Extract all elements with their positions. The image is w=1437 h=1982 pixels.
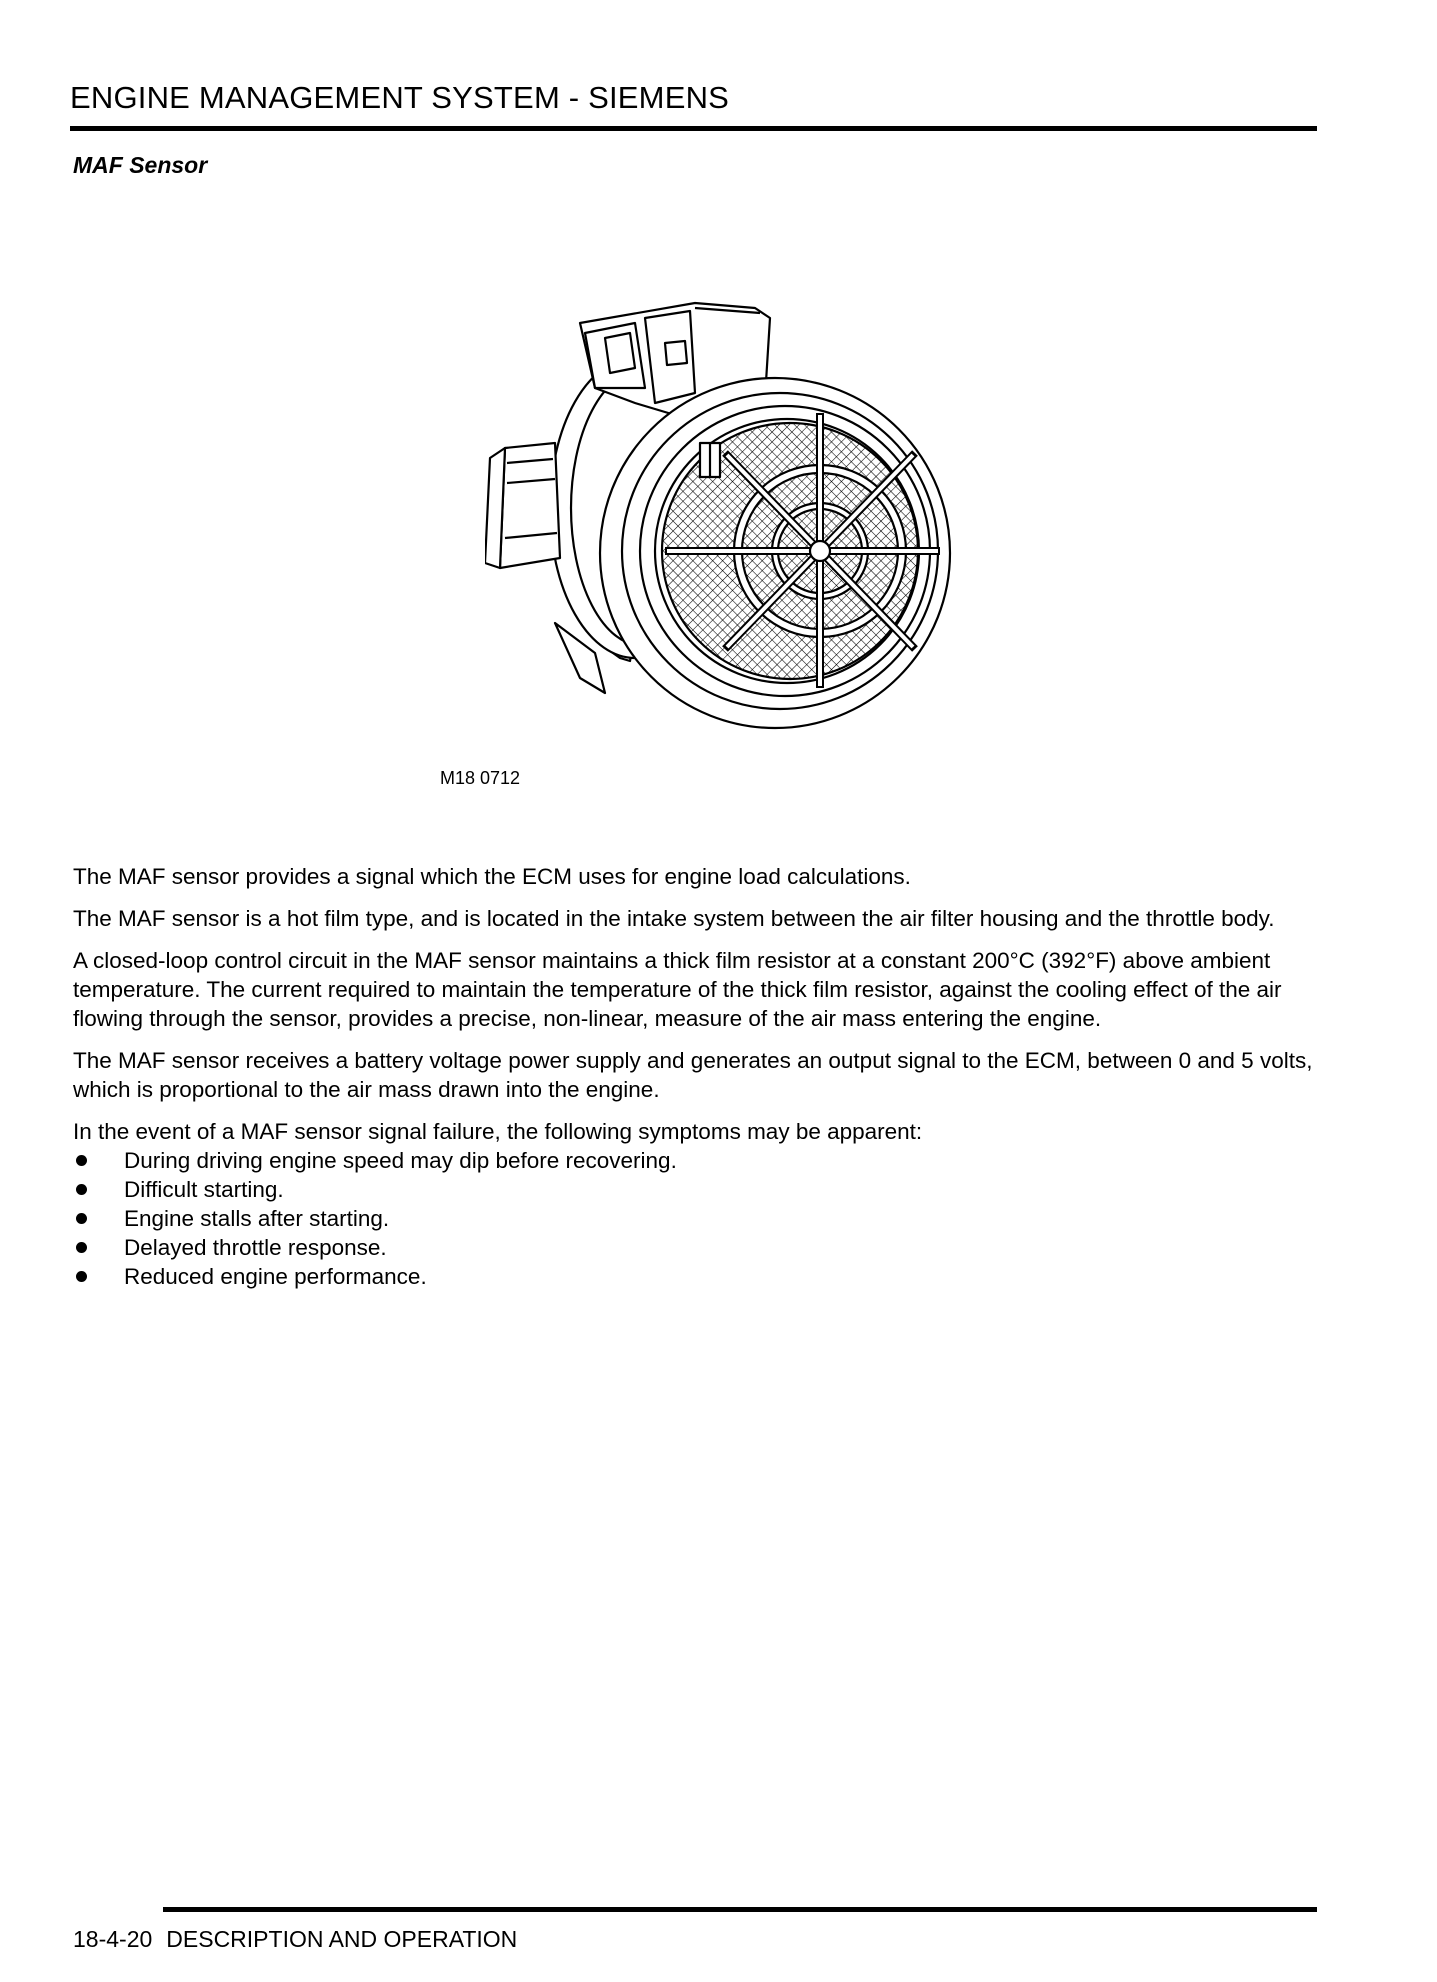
list-item-text: Reduced engine performance.: [124, 1264, 427, 1289]
footer-rule: [163, 1907, 1317, 1912]
page-header-title: ENGINE MANAGEMENT SYSTEM - SIEMENS: [70, 80, 730, 115]
bullet-icon: [76, 1242, 87, 1253]
bullet-icon: [76, 1184, 87, 1195]
maf-sensor-illustration: [485, 293, 965, 759]
list-item: [73, 1175, 1323, 1204]
bullet-icon: [76, 1213, 87, 1224]
page-number: 18-4-20: [73, 1926, 153, 1952]
paragraph: A closed-loop control circuit in the MAF sensor maintains a thick film resistor at a constant 200°C (392°F) above ambient temperature. The current required to maintain the temperature of the thick film resistor, against the cooling effect of the air flowing through the sensor, provides a precise, non-linear, measure of the air mass entering the engine.: [73, 948, 1282, 1031]
list-item-text: Difficult starting.: [124, 1177, 284, 1202]
list-item: [73, 1146, 1323, 1175]
bullet-icon: [76, 1155, 87, 1166]
paragraph: The MAF sensor provides a signal which the ECM uses for engine load calculations.: [73, 864, 911, 889]
list-item: [73, 1204, 1323, 1233]
page-footer: [73, 1926, 517, 1953]
symptoms-list: [73, 1146, 1323, 1291]
footer-section-name: DESCRIPTION AND OPERATION: [166, 1926, 518, 1952]
list-item: [73, 1262, 1323, 1291]
figure-reference-code: M18 0712: [440, 768, 521, 788]
list-item-text: Engine stalls after starting.: [124, 1206, 390, 1231]
list-item-text: Delayed throttle response.: [124, 1235, 387, 1260]
body-text: [73, 862, 1323, 1291]
section-heading: MAF Sensor: [73, 152, 208, 178]
symptoms-intro: In the event of a MAF sensor signal failure, the following symptoms may be apparent:: [73, 1119, 923, 1144]
list-item: [73, 1233, 1323, 1262]
bullet-icon: [76, 1271, 87, 1282]
paragraph: The MAF sensor receives a battery voltage power supply and generates an output signal to the ECM, between 0 and 5 volts, which is proportional to the air mass drawn into the engine.: [73, 1048, 1313, 1102]
list-item-text: During driving engine speed may dip before recovering.: [124, 1148, 677, 1173]
header-rule: [70, 126, 1317, 131]
paragraph: The MAF sensor is a hot film type, and is located in the intake system between the air filter housing and the throttle body.: [73, 906, 1275, 931]
